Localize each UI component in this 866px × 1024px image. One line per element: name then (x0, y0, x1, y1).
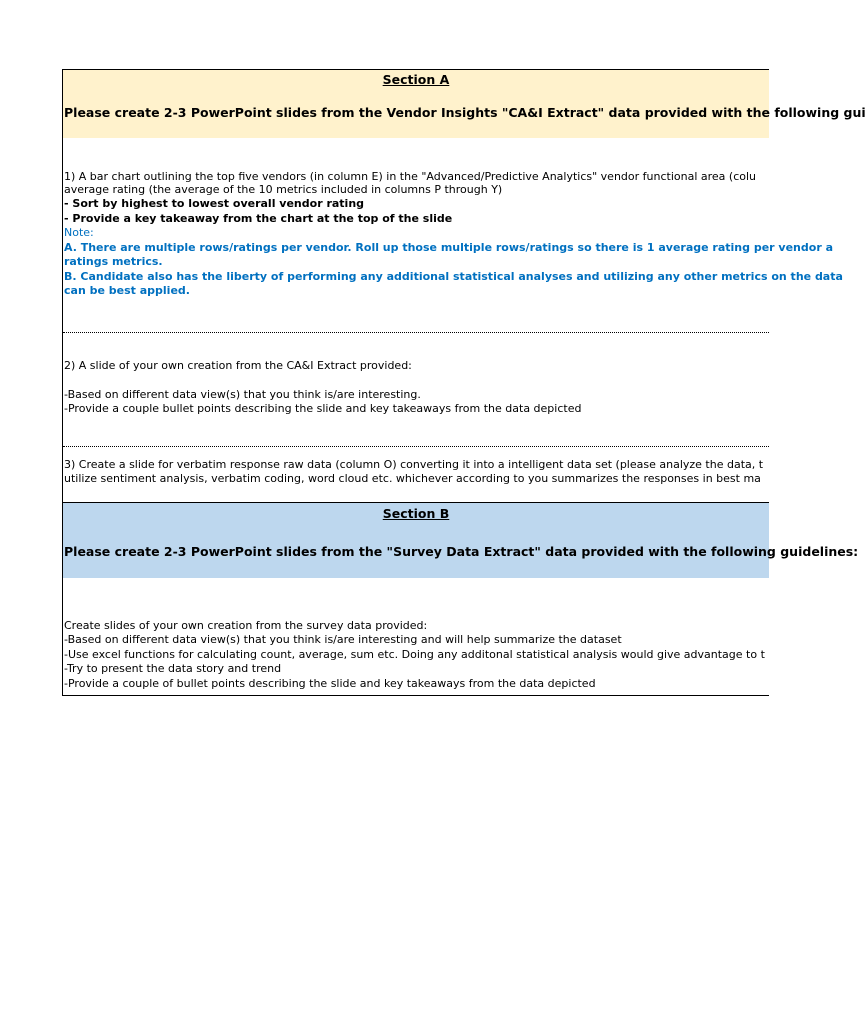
task1-note-a-line2: ratings metrics. (64, 255, 163, 268)
section-b-header (63, 503, 859, 578)
task1-note-label: Note: (64, 226, 94, 239)
task1-bullet-sort: - Sort by highest to lowest overall vendor rating (64, 197, 365, 210)
task2-line2: -Based on different data view(s) that you think is/are interesting. (64, 388, 421, 401)
task1-note-b-line1: B. Candidate also has the liberty of performing any additional statistical analyses and utilizing any other metrics on the data (64, 270, 843, 283)
row-divider (63, 446, 769, 447)
section-b-line4: -Try to present the data story and trend (64, 662, 282, 675)
task1-note-a-line1: A. There are multiple rows/ratings per vendor. Roll up those multiple rows/ratings so there is 1 average rating per vendor a (64, 241, 833, 254)
section-b-line3: -Use excel functions for calculating count, average, sum etc. Doing any additonal statistical analysis would give advantage to t (64, 648, 765, 661)
section-b-line1: Create slides of your own creation from the survey data provided: (64, 619, 428, 632)
task3-line1: 3) Create a slide for verbatim response raw data (column O) converting it into a intelligent data set (please analyze the data, t (64, 458, 764, 471)
task1-line1: 1) A bar chart outlining the top five vendors (in column E) in the "Advanced/Predictive Analytics" vendor functional area (colu (64, 170, 757, 183)
section-b-line5: -Provide a couple of bullet points describing the slide and key takeaways from the data depicted (64, 677, 596, 690)
section-b-heading: Please create 2-3 PowerPoint slides from the "Survey Data Extract" data provided with the following guidelines: (64, 544, 859, 559)
task1-line2: average rating (the average of the 10 metrics included in columns P through Y) (64, 183, 503, 196)
task2-line3: -Provide a couple bullet points describing the slide and key takeaways from the data depicted (64, 402, 582, 415)
section-b-title: Section B (382, 506, 450, 521)
task1-note-b-line2: can be best applied. (64, 284, 190, 297)
section-a-heading: Please create 2-3 PowerPoint slides from the Vendor Insights "CA&I Extract" data provided with the following gui (64, 105, 866, 120)
task3-line2: utilize sentiment analysis, verbatim coding, word cloud etc. whichever according to you summarizes the responses in best ma (64, 472, 761, 485)
section-b-line2: -Based on different data view(s) that you think is/are interesting and will help summarize the dataset (64, 633, 622, 646)
task1-bullet-takeaway: - Provide a key takeaway from the chart at the top of the slide (64, 212, 453, 225)
section-a-header (63, 70, 866, 138)
task2-line1: 2) A slide of your own creation from the CA&I Extract provided: (64, 359, 412, 372)
row-divider (63, 332, 769, 333)
section-a-title: Section A (382, 72, 450, 87)
instructions-sheet (62, 69, 866, 696)
